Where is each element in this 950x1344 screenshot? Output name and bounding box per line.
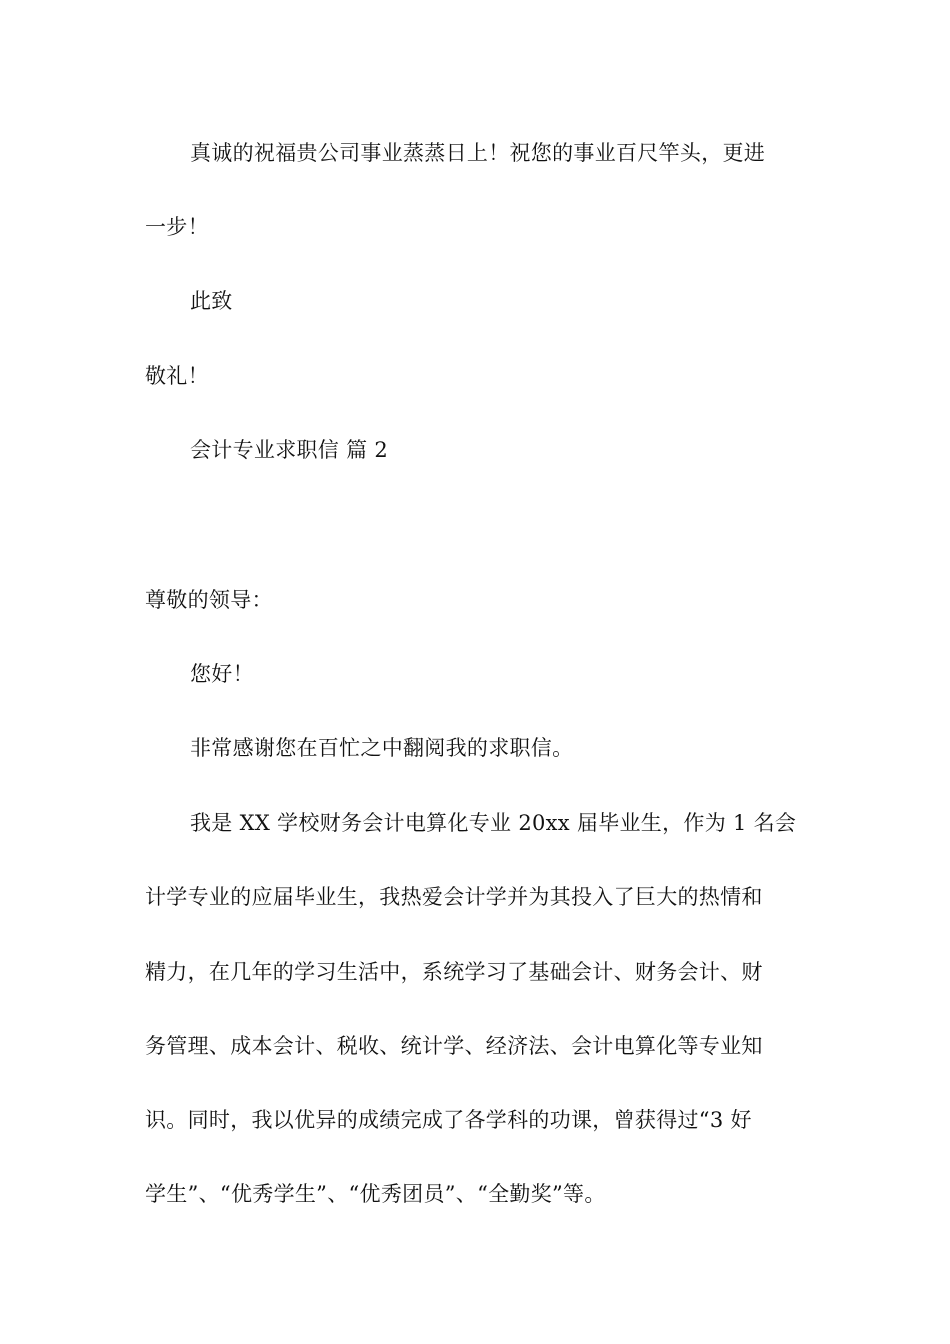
blessing-line-2: 一步！: [145, 215, 209, 239]
greeting: 您好！: [190, 662, 254, 686]
thanks-line: 非常感谢您在百忙之中翻阅我的求职信。: [190, 736, 574, 760]
section-title: 会计专业求职信 篇 2: [190, 438, 389, 462]
intro-line-3: 精力，在几年的学习生活中，系统学习了基础会计、财务会计、财: [145, 960, 763, 984]
intro-line-2: 计学专业的应届毕业生，我热爱会计学并为其投入了巨大的热情和: [145, 885, 763, 909]
intro-line-4: 务管理、成本会计、税收、统计学、经济法、会计电算化等专业知: [145, 1034, 763, 1058]
intro-line-6: 学生”、“优秀学生”、“优秀团员”、“全勤奖”等。: [145, 1182, 606, 1206]
intro-line-1: 我是 XX 学校财务会计电算化专业 20xx 届毕业生，作为 1 名会: [190, 811, 797, 835]
closing-line-1: 此致: [190, 289, 233, 313]
intro-line-5: 识。同时，我以优异的成绩完成了各学科的功课，曾获得过“3 好: [145, 1108, 752, 1132]
salutation: 尊敬的领导：: [145, 588, 273, 612]
closing-line-2: 敬礼！: [145, 364, 209, 388]
blessing-line-1: 真诚的祝福贵公司事业蒸蒸日上！祝您的事业百尺竿头，更进: [190, 141, 766, 165]
